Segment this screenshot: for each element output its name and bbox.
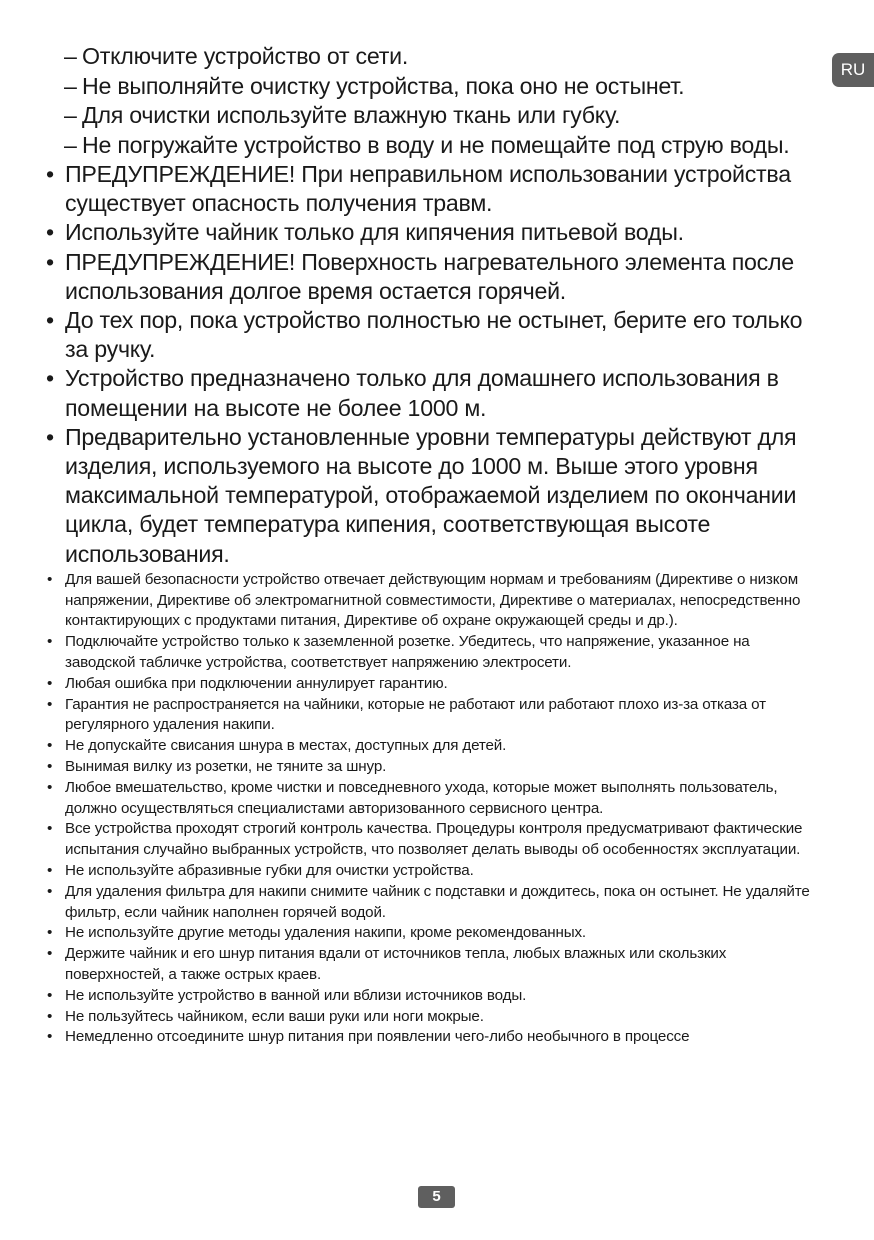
list-item bbox=[46, 632, 818, 674]
bullet-marker: • bbox=[47, 986, 53, 1004]
minor-item-text: Для удаления фильтра для накипи снимите чайник с подставки и дождитесь, пока он остынет. Не удаляйте фильтр, если чайник наполнен горячей водой. bbox=[65, 882, 810, 921]
list-item bbox=[46, 1007, 818, 1028]
list-item bbox=[46, 882, 818, 924]
list-item bbox=[46, 306, 818, 364]
list-item bbox=[46, 695, 818, 737]
bullet-marker: • bbox=[47, 882, 53, 900]
list-item bbox=[46, 72, 818, 102]
minor-item-text: Любая ошибка при подключении аннулирует гарантию. bbox=[65, 674, 448, 692]
list-item bbox=[46, 819, 818, 861]
list-item bbox=[46, 1027, 818, 1048]
cleaning-steps-list bbox=[46, 42, 818, 160]
major-item-text: До тех пор, пока устройство полностью не остынет, берите его только за ручку. bbox=[65, 307, 803, 363]
bullet-marker: • bbox=[47, 778, 53, 796]
bullet-marker: • bbox=[46, 219, 54, 246]
cleaning-step-text: Не погружайте устройство в воду и не помещайте под струю воды. bbox=[82, 131, 790, 158]
list-item bbox=[46, 861, 818, 882]
bullet-marker: • bbox=[47, 633, 53, 651]
minor-safety-list bbox=[46, 570, 818, 1048]
bullet-marker: • bbox=[47, 820, 53, 838]
bullet-marker: • bbox=[46, 423, 54, 450]
list-item bbox=[46, 364, 818, 422]
list-item bbox=[46, 944, 818, 986]
dash-marker: – bbox=[64, 131, 77, 158]
list-item bbox=[46, 986, 818, 1007]
list-item bbox=[46, 736, 818, 757]
minor-item-text: Не используйте другие методы удаления накипи, кроме рекомендованных. bbox=[65, 924, 587, 942]
minor-item-text: Для вашей безопасности устройство отвечает действующим нормам и требованиям (Директиве о низком напряжении, Директиве об электромагнитной совместимости, Директиве о материалах, непосредственно контактирующих с продуктами питания, Директиве об охране окружающей среды и др.). bbox=[65, 570, 801, 630]
bullet-marker: • bbox=[47, 1028, 53, 1046]
minor-item-text: Вынимая вилку из розетки, не тяните за шнур. bbox=[65, 758, 387, 776]
bullet-marker: • bbox=[47, 674, 53, 692]
dash-marker: – bbox=[64, 102, 77, 128]
list-item bbox=[46, 570, 818, 632]
list-item bbox=[46, 131, 818, 161]
bullet-marker: • bbox=[47, 695, 53, 713]
bullet-marker: • bbox=[47, 862, 53, 879]
bullet-marker: • bbox=[47, 1007, 53, 1025]
list-item bbox=[46, 674, 818, 695]
major-item-text: ПРЕДУПРЕЖДЕНИЕ! Поверхность нагревательного элемента после использования долгое время остается горячей. bbox=[65, 248, 794, 304]
dash-marker: – bbox=[64, 72, 77, 99]
bullet-marker: • bbox=[47, 924, 53, 942]
language-tab: RU bbox=[832, 53, 874, 87]
minor-item-text: Немедленно отсоедините шнур питания при появлении чего-либо необычного в процессе bbox=[65, 1028, 690, 1046]
major-safety-list bbox=[46, 160, 818, 569]
cleaning-step-text: Не выполняйте очистку устройства, пока оно не остынет. bbox=[82, 72, 685, 99]
list-item bbox=[46, 160, 818, 218]
page-number-badge: 5 bbox=[418, 1186, 455, 1208]
dash-marker: – bbox=[64, 43, 77, 69]
bullet-marker: • bbox=[46, 307, 54, 334]
page-content bbox=[46, 42, 818, 1048]
list-item bbox=[46, 757, 818, 778]
bullet-marker: • bbox=[46, 365, 54, 392]
minor-item-text: Не используйте устройство в ванной или вблизи источников воды. bbox=[65, 986, 527, 1004]
list-item bbox=[46, 101, 818, 131]
bullet-marker: • bbox=[47, 570, 53, 588]
bullet-marker: • bbox=[47, 737, 53, 755]
bullet-marker: • bbox=[46, 248, 54, 275]
list-item bbox=[46, 42, 818, 72]
bullet-marker: • bbox=[47, 758, 53, 776]
list-item bbox=[46, 218, 818, 247]
bullet-marker: • bbox=[46, 161, 54, 187]
cleaning-step-text: Для очистки используйте влажную ткань или губку. bbox=[82, 102, 621, 128]
major-item-text: ПРЕДУПРЕЖДЕНИЕ! При неправильном использовании устройства существует опасность получения травм. bbox=[65, 161, 791, 217]
list-item bbox=[46, 923, 818, 944]
list-item bbox=[46, 248, 818, 306]
minor-item-text: Гарантия не распространяется на чайники, которые не работают или работают плохо из-за отказа от регулярного удаления накипи. bbox=[65, 695, 766, 734]
minor-item-text: Не используйте абразивные губки для очистки устройства. bbox=[65, 862, 474, 879]
minor-item-text: Все устройства проходят строгий контроль качества. Процедуры контроля предусматривают фактические испытания случайно выбранных устройств, что позволяет делать выводы об особенностях эксплуатации. bbox=[65, 820, 803, 859]
minor-item-text: Подключайте устройство только к заземленной розетке. Убедитесь, что напряжение, указанное на заводской табличке устройства, соответствует напряжению электросети. bbox=[65, 633, 750, 672]
minor-item-text: Не пользуйтесь чайником, если ваши руки или ноги мокрые. bbox=[65, 1007, 484, 1025]
cleaning-step-text: Отключите устройство от сети. bbox=[82, 43, 409, 69]
minor-item-text: Держите чайник и его шнур питания вдали от источников тепла, любых влажных или скользких поверхностей, а также острых краев. bbox=[65, 945, 727, 983]
minor-item-text: Любое вмешательство, кроме чистки и повседневного ухода, которые может выполнять пользователь, должно осуществляться специалистами авторизованного сервисного центра. bbox=[65, 778, 778, 817]
bullet-marker: • bbox=[47, 945, 53, 963]
list-item bbox=[46, 778, 818, 820]
list-item bbox=[46, 423, 818, 569]
major-item-text: Используйте чайник только для кипячения питьевой воды. bbox=[65, 219, 684, 246]
major-item-text: Предварительно установленные уровни температуры действуют для изделия, используемого на высоте до 1000 м. Выше этого уровня максимальной температурой, отображаемой изделием по окончании цикла, будет температура кипения, соответствующая высоте использования. bbox=[65, 423, 797, 567]
major-item-text: Устройство предназначено только для домашнего использования в помещении на высоте не более 1000 м. bbox=[65, 365, 779, 421]
minor-item-text: Не допускайте свисания шнура в местах, доступных для детей. bbox=[65, 737, 507, 755]
